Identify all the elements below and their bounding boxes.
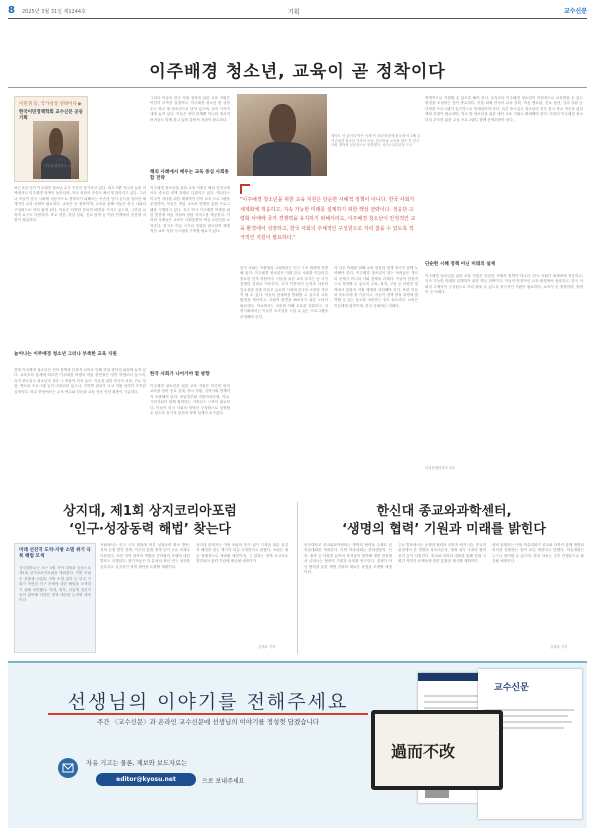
page-header	[8, 4, 587, 19]
page-number: 8	[8, 5, 15, 16]
author-profile	[14, 96, 88, 182]
pull-quote	[240, 184, 418, 244]
ad-cta: 자유 기고는 물론, 제보와 보도자료는	[86, 760, 188, 767]
subhead-2: 해외 사례에서 배우는 교육 중심 사회통합 전략	[150, 170, 229, 181]
article-3-body-c: 센터 관계자는 이번 학술대회가 종교와 과학이 함께 생명의 의미를 성찰하는 장이 되길 바란다고 말했다. 학술대회는 누구나 참여할 수 있으며, 발표 자료는 추후 단행본으로 출간될 예정이다.	[492, 543, 584, 564]
body-text-col1: 최근 5년 사이 이주배경 청소년 수가 꾸준히 증가하고 있다. 대도시뿐 아니라 농촌 지역에서도 이주배경 학생이 늘어나며, 학교 현장의 모습도 빠르게 달라지고 있다. 그러나 이들이 한국 사회에 성공적으로 정착하기 위해서는 단순한 언어 습득을 넘어선 체계적인 교육 지원이 필요하다. 교육은 곧 정착이며, 교육을 통해 이들은 한국 사회의 구성원으로 자리 잡게 된다. 이들은 다양한 문화적 배경을 가지고 있으며, 그만큼 교육적 요구도 다양하다. 학교 적응, 학업 성취, 진로 탐색 등 여러 단계에서 맞춤형 지원이 절실하다.	[14, 186, 146, 223]
author-note: 디딤돌센터학교 교수	[425, 466, 456, 470]
body-text-col4: 더 나은 미래를 위해 교육 현장과 정책 당국이 함께 노력해야 한다. 이주배경 청소년이 겪는 어려움은 개인의 문제가 아니라 사회 전체의 과제다. 이들이 안정적으로 정착할 수 있도록 교육, 복지, 고용 등 다양한 영역에서 통합적 지원 체계를 마련해야 한다. 또한 이들의 목소리에 귀 기울이고, 이들이 정책 결정 과정에 참여할 수 있는 통로를 마련하는 것도 중요하다. 교육은 이들에게 희망이며, 한국 사회에는 미래다.	[334, 266, 418, 308]
author-affiliation: 디딤돌센터학교 교수	[44, 164, 75, 168]
subhead-3: 한국 사회가 나아가야 할 방향	[150, 372, 210, 377]
monitor-display	[371, 710, 503, 790]
body-text-col5b: 이주배경 청소년을 위한 교육 지원은 단순한 시혜적 정책이 아니다. 한국 사회가 세계화에 적응하고, 지속 가능한 미래를 설계하기 위한 핵심 전략이다. 이들이 안정적인 교육 환경에서 성장하고, 한국 사회의 주체적인 구성원으로 자리 잡을 수 있도록 적극적인 지원이 필요하다. 교육이 곧 정착이며, 정착이 곧 미래다.	[425, 274, 583, 295]
article-2-body-c: 상지대 관계자는 이번 포럼이 인구 위기 극복을 위한 실질적 해법을 찾는 계기가 되길 기대한다고 밝혔다. 포럼은 매년 정례적으로 개최될 예정이며, 그 결과는 정책 보고서로 발간되어 관련 기관에 제공될 예정이다.	[196, 543, 288, 564]
main-headline: 이주배경 청소년, 교육이 곧 정착이다	[149, 62, 446, 82]
body-text-col1b: 현재 이주배경 청소년은 언어 장벽과 문화적 차이로 인해 학업 중단의 위험에 놓여 있다. 교육부의 통계에 따르면 이주배경 학생의 학업 중단율은 일반 학생보다 높으며, 특히 중도입국 청소년의 경우 그 비율이 더욱 높다. 이들을 위한 한국어 교육, 진로 상담, 멘토링 프로그램 등이 마련되어 있으나, 지역별 편차가 크고 지원 인력이 부족한 실정이다. 학교 현장에서는 교사 연수와 다문화 교육 전문 인력 확충이 시급하다.	[14, 368, 146, 394]
article-2-kicker: 미래 선진국 도약·지방 소멸 위기 극복 해법 모색	[19, 548, 91, 559]
ad-underline	[48, 713, 368, 715]
newspaper-masthead: 교수신문	[494, 683, 529, 693]
article-2-body-b: 포럼에서는 인구 구조 변화에 따른 성장동력 확보 방안, 지역 균형 발전 전략, 이주민 통합 정책 등이 주요 의제로 다뤄진다. 또한 지역 대학의 역할과 산학협력 모델에 대한 발표도 진행된다. 참가자들은 각 분야의 최신 연구 성과를 공유하고 실질적인 정책 제안을 도출할 계획이다.	[100, 543, 190, 569]
subhead-1: 늘어나는 이주배경 청소년 그러나 부족한 교육 지원	[14, 352, 117, 357]
headline-divider	[8, 87, 587, 88]
monitor-headline: 過而不改	[391, 742, 456, 761]
author-name: 박미정	[56, 158, 66, 162]
series-label: 이민경 동, 국가성장 전략이다 ▶	[19, 102, 82, 107]
subscription-ad	[8, 661, 587, 828]
article-2-author: 김재호 기자	[258, 645, 276, 649]
article-2-kicker-box	[14, 543, 96, 653]
article-2-body-a: 상지대학교는 오는 4월 지역 대학과 공동으로 제1회 상지코리아포럼을 개최한다. 이번 포럼은 저출생·고령화, 지방 소멸 위기 등 한국 사회가 직면한 인구 문제에 대한 해법을 모색하기 위해 마련됐다. 학계, 정부, 산업계 전문가들이 참여해 다양한 정책 대안을 논의할 예정이다.	[19, 566, 91, 603]
body-text-col2b: 이주배경 청소년을 위한 교육 지원은 해외 선진국에서도 중요한 정책 과제로 다뤄지고 있다. 캐나다는 이주민 자녀를 위한 체계적인 언어 교육 프로그램을 운영하며, 독일은 직업 교육과 연계한 통합 프로그램을 시행하고 있다. 호주 역시 이주배경 학생을 위한 맞춤형 학습 지원과 상담 서비스를 제공한다. 이러한 사례들은 교육이 사회통합의 핵심 수단임을 보여준다. 한국도 이들 국가의 경험을 참고하여 체계적인 교육 지원 시스템을 구축할 필요가 있다.	[150, 186, 230, 234]
ad-slogan: 선생님의 이야기를 전해주세요	[67, 691, 349, 713]
ad-subtitle: 주간 〈교수신문〉과 온라인 교수신문에 선생님의 이야기를 정성껏 담겠습니다	[96, 718, 320, 726]
article-3-author: 김재호 기자	[550, 645, 568, 649]
article-3-title: 한신대 종교와과학센터, ‘생명의 협력’ 기원과 미래를 밝힌다	[342, 504, 546, 537]
column-divider	[297, 502, 298, 654]
article-2-title: 상지대, 제1회 상지코리아포럼 ‘인구·성장동력 해법’ 찾는다	[63, 504, 237, 537]
body-text-col2c: 이주배경 청소년을 위한 교육 지원은 단순한 언어 교육을 넘어 진로 설계, 정서 지원, 지역사회 연계까지 포괄해야 한다. 중앙정부와 지방자치단체, 학교, 시민사회가 함께 협력하는 거버넌스 구축이 필요하다. 이들이 한국 사회의 당당한 구성원으로 성장할 수 있도록 장기적 관점의 정책 설계가 요구된다.	[150, 384, 230, 416]
ad-cta-suffix: 으로 보내주세요	[202, 778, 245, 785]
mail-icon	[58, 758, 78, 778]
student-photo	[237, 94, 327, 176]
quote-mark-icon	[240, 184, 250, 194]
issue-date: 2025년 3월 31일 제1244호	[22, 9, 86, 15]
photo-caption: 제자르 인 출신의 박은 사례 여 파리에 함께 한국에 이주해 온 이주배경 청소년 가족의 모습. 한국어와 교육을 받은 후 한국 사회 정착에 성공적으로 안착했다. 사진=교수신문 도시	[331, 134, 421, 148]
pull-quote-text: "이주배경 청소년을 위한 교육 지원은 단순한 시혜적 정책이 아니다. 한국 사회가 세계화에 적응하고, 지속 가능한 미래를 설계하기 위한 핵심 전략이다. 적응단·고령화 사태에 국가 경쟁력을 유지하기 위해서라도, 이주배경 청소년이 안정적인 교육 환경에서 성장하고, 한국 사회의 주체적인 구성원으로 자리 잡을 수 있도록 적극적인 지원이 필요하다."	[240, 197, 416, 241]
editor-email-link[interactable]: editor@kyosu.net	[96, 773, 196, 786]
body-text-col5: 정책적으로 지원할 수 있도록 해야 한다. 무엇보다 이주배경 청소년이 안정적으로 교육받을 수 있는 환경을 조성하는 것이 중요하다. 이를 위해 한국어 교육 강화, 학습 멘토링, 진로 상담, 심리 지원 등 다양한 프로그램이 유기적으로 연계되어야 한다. 특히 중도입국 청소년의 경우 한국 학교 적응을 위한 예비 과정이 필요하며, 학교 밖 청소년을 위한 대안 교육 기회도 확대해야 한다. 아울러 이주배경 청소년의 부모를 위한 교육 프로그램도 함께 운영되어야 한다.	[425, 96, 583, 122]
author-photo	[33, 121, 79, 179]
article-3-body-a: 한신대학교 종교와과학센터는 생명의 협력을 주제로 한 학술대회를 개최한다. 이번 학술대회는 진화생물학, 신학, 철학 등 다양한 분야의 학자들이 참여해 생명 현상에서 나타나는 협력의 기원과 의미를 탐구한다. 경쟁이 아닌 협력을 통한 생명 진화의 새로운 관점을 조명할 예정이다.	[304, 543, 392, 575]
body-text-col2: 그러나 이들의 한국 사회 정착을 위한 교육 지원은 여전히 부족한 실정이다. 이주배경 청소년 중 상당수는 학교 밖 청소년으로 남아 있으며, 교육 사각지대에 놓여 있다. 이들은 언어 문제뿐 아니라 정서적 어려움도 함께 겪고 있어 통합적 지원이 필요하다.	[150, 96, 230, 122]
subhead-4: 단순한 시혜 정책 아닌 미래의 설계	[425, 262, 496, 267]
article-3-body-b: 주요 발표에서는 공생과 협력의 진화적 메커니즘, 종교적 관점에서 본 생명의 상호의존성, 생태 위기 시대의 협력 윤리 등이 다뤄진다. 종교와 과학의 대화를 통해 현대 사회가 직면한 문제들에 대한 통찰을 제시할 계획이다.	[398, 543, 486, 564]
section-label: 기획	[288, 9, 300, 16]
brand-name: 교수신문	[563, 8, 587, 15]
series-title: 한국이민정책학회 교수신문 공동기획	[19, 110, 83, 121]
body-text-col3: 한국 사회는 저출생과 고령화라는 인구 구조 변화에 직면해 있다. 이주배경 청소년은 미래 한국 사회를 이끌어갈 중요한 인적 자원이다. 이들을 위한 교육 투자는 곧 국가 경쟁력 강화로 이어진다. 특히 이중언어 능력과 다문화 감수성을 갖춘 이들은 글로벌 시대에 한국의 소중한 자산이 될 수 있다. 이들의 잠재력을 발휘할 수 있도록 교육 환경을 개선하고, 사회적 편견을 해소하기 위한 노력이 필요하다. 학교에서는 다문화 이해 교육을 강화하고, 지역사회에서는 이들이 소속감을 느낄 수 있는 프로그램을 운영해야 한다.	[240, 266, 328, 319]
